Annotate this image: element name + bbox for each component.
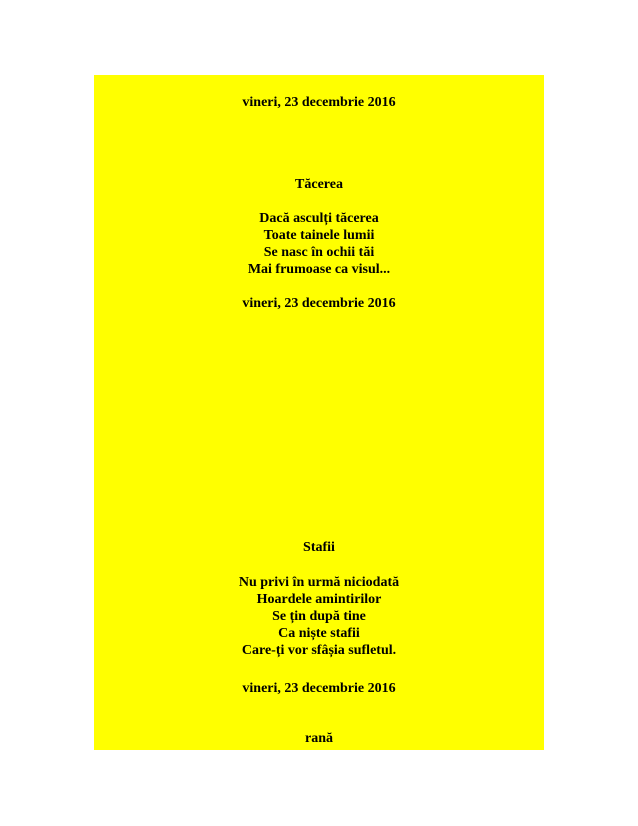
- post-1-line-4: Mai frumoase ca visul...: [247, 262, 391, 277]
- post-2-line-3: Se țin după tine: [272, 609, 366, 624]
- post-2-title: Stafii: [303, 540, 335, 555]
- post-1-line-3: Se nasc în ochii tăi: [263, 245, 375, 260]
- post-2-line-1: Nu privi în urmă niciodată: [238, 575, 400, 590]
- post-2-line-5: Care-ți vor sfâșia sufletul.: [241, 643, 397, 658]
- post-2-date: vineri, 23 decembrie 2016: [242, 296, 396, 311]
- post-1-line-1: Dacă asculți tăcerea: [259, 211, 379, 226]
- post-1-date: vineri, 23 decembrie 2016: [242, 95, 396, 110]
- post-3-date: vineri, 23 decembrie 2016: [242, 681, 396, 696]
- post-2-line-4: Ca niște stafii: [278, 626, 360, 641]
- post-2-line-2: Hoardele amintirilor: [256, 592, 382, 607]
- post-1-title: Tăcerea: [295, 177, 343, 192]
- post-1-line-2: Toate tainele lumii: [263, 228, 375, 243]
- yellow-page-block: [94, 75, 544, 750]
- post-3-title: rană: [305, 731, 333, 746]
